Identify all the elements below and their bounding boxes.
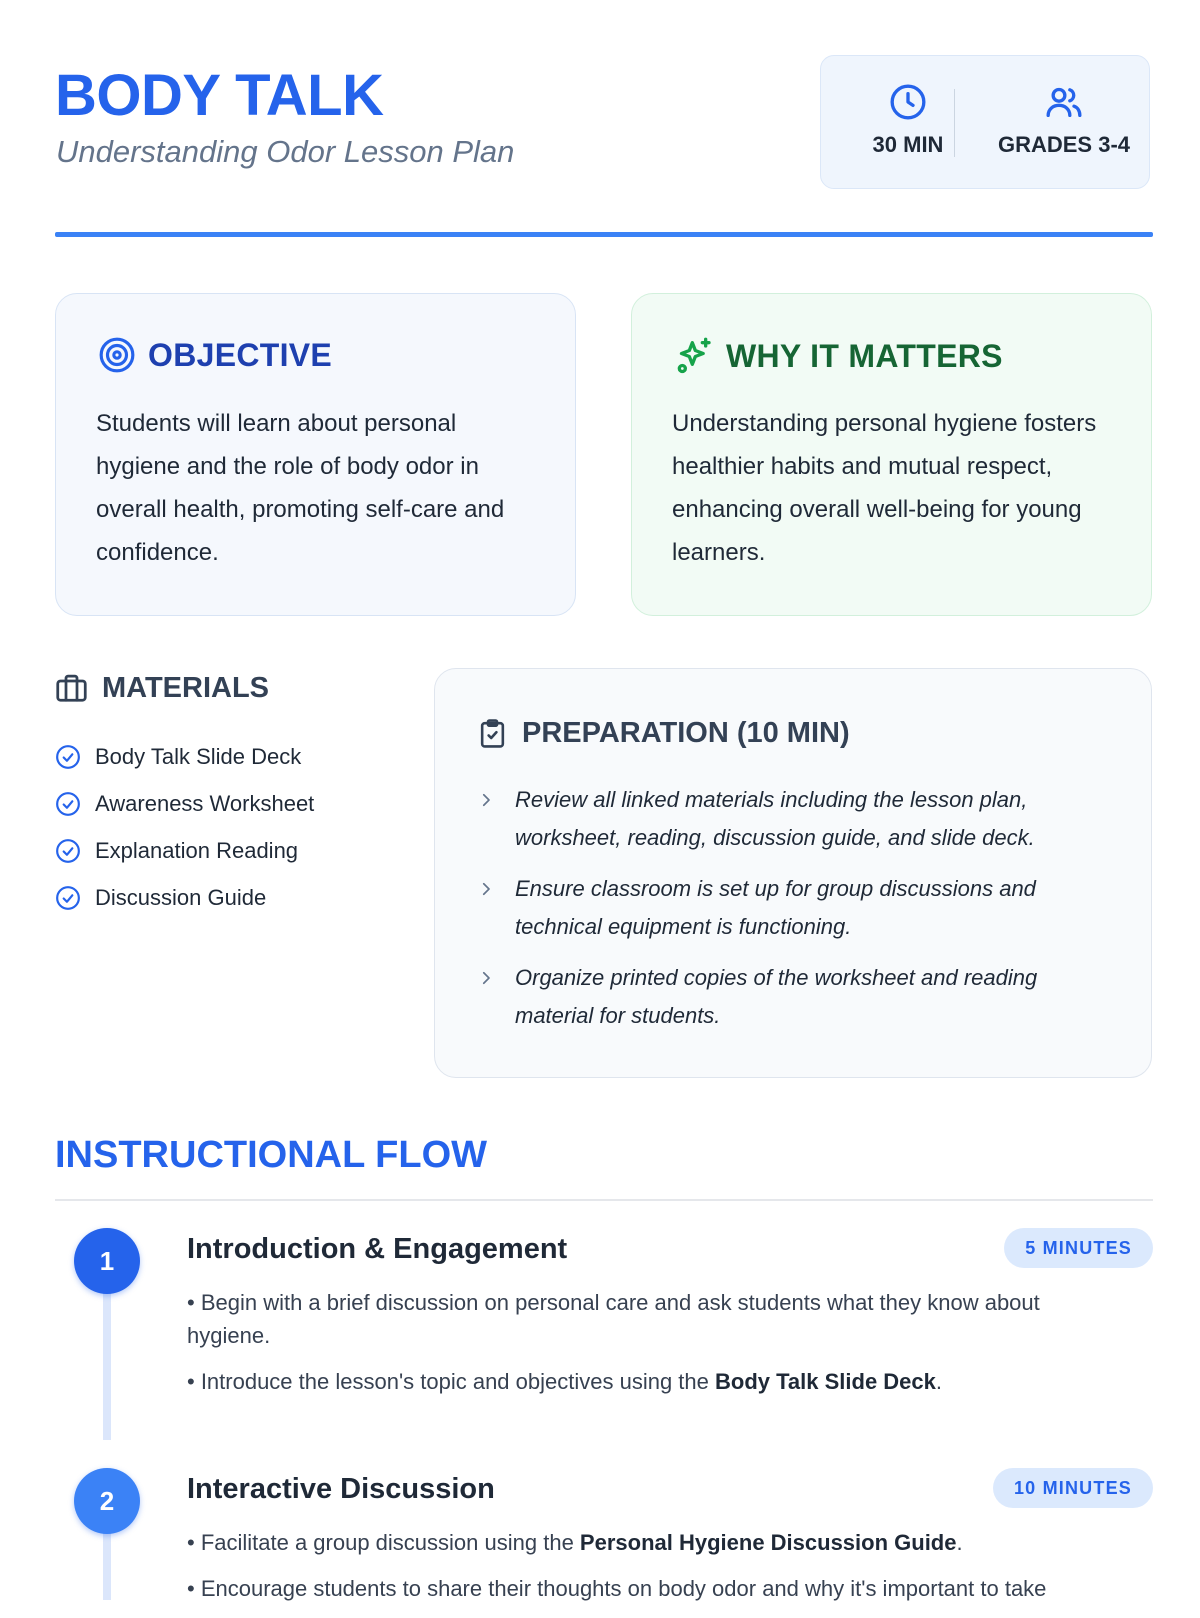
check-circle-icon — [55, 791, 81, 817]
users-icon — [1044, 82, 1084, 122]
bullet-text: • Begin with a brief discussion on personal care and ask students what they know about hygiene. — [187, 1290, 1040, 1348]
materials-section — [55, 672, 415, 921]
chevron-right-icon — [477, 791, 495, 809]
objective-card — [55, 293, 576, 616]
preparation-item — [477, 870, 1117, 946]
chevron-right-icon — [477, 969, 495, 987]
material-label: Awareness Worksheet — [95, 790, 315, 816]
material-label: Body Talk Slide Deck — [95, 743, 302, 769]
bullet-suffix: . — [935, 1369, 943, 1394]
step-title: Interactive Discussion — [187, 1473, 495, 1505]
step-bullets — [187, 1286, 1127, 1411]
bullet-emphasis: Body Talk Slide Deck — [715, 1369, 936, 1394]
step-bullet — [187, 1526, 1127, 1559]
preparation-list — [477, 781, 1117, 1048]
materials-heading: MATERIALS — [102, 672, 270, 704]
materials-list — [55, 733, 415, 921]
why-header — [674, 336, 1003, 376]
bullet-text: • Encourage students to share their thoughts on body odor and why it's important to take — [187, 1576, 1047, 1601]
step-bullet — [187, 1286, 1127, 1352]
clipboard-check-icon — [477, 718, 508, 749]
material-label: Explanation Reading — [95, 837, 299, 863]
clock-icon — [888, 82, 928, 122]
material-item — [55, 733, 415, 780]
sparkles-icon — [674, 336, 714, 376]
objective-heading: OBJECTIVE — [148, 336, 333, 373]
step-bullets — [187, 1526, 1127, 1618]
check-circle-icon — [55, 885, 81, 911]
material-item — [55, 827, 415, 874]
step-title: Introduction & Engagement — [187, 1233, 568, 1265]
grades-label: GRADES 3-4 — [997, 132, 1131, 157]
duration-meta — [833, 82, 983, 158]
preparation-card — [434, 668, 1152, 1078]
chevron-right-icon — [477, 880, 495, 898]
grades-meta — [989, 82, 1139, 158]
duration-label: 30 MIN — [872, 132, 944, 157]
target-icon — [98, 336, 136, 374]
check-circle-icon — [55, 744, 81, 770]
preparation-text: Ensure classroom is set up for group discussions and technical equipment is functioning. — [515, 876, 1036, 939]
bullet-suffix: . — [956, 1530, 963, 1555]
duration-badge: 10 MINUTES — [993, 1468, 1153, 1508]
preparation-text: Organize printed copies of the worksheet and reading material for students. — [515, 965, 1038, 1028]
preparation-item — [477, 959, 1117, 1035]
why-heading: WHY IT MATTERS — [726, 337, 1003, 374]
step-number: 1 — [74, 1228, 140, 1294]
meta-divider — [954, 89, 955, 157]
bullet-text: • Introduce the lesson's topic and objectives using the — [187, 1369, 715, 1394]
duration-badge: 5 MINUTES — [1004, 1228, 1153, 1268]
material-item — [55, 874, 415, 921]
step-number: 2 — [74, 1468, 140, 1534]
step-bullet — [187, 1572, 1127, 1605]
step-bullet — [187, 1365, 1127, 1398]
why-text: Understanding personal hygiene fosters healthier habits and mutual respect, enhancing overall well-being for young learners. — [672, 410, 1097, 566]
lesson-meta-box — [820, 55, 1150, 189]
preparation-heading: PREPARATION (10 MIN) — [522, 717, 850, 749]
objective-text: Students will learn about personal hygiene and the role of body odor in overall health, promoting self-care and confidence. — [96, 410, 505, 566]
preparation-item — [477, 781, 1117, 857]
materials-header — [55, 672, 415, 705]
preparation-header — [477, 717, 850, 750]
why-it-matters-card — [631, 293, 1152, 616]
bullet-text: • Facilitate a group discussion using the — [187, 1530, 580, 1555]
instructional-flow-heading: INSTRUCTIONAL FLOW — [55, 1134, 488, 1176]
check-circle-icon — [55, 838, 81, 864]
briefcase-icon — [55, 672, 88, 705]
preparation-text: Review all linked materials including the lesson plan, worksheet, reading, discussion guide, and slide deck. — [515, 787, 1035, 850]
objective-header — [98, 336, 332, 374]
header-divider — [55, 232, 1153, 237]
page-title: BODY TALK — [55, 63, 384, 128]
page-subtitle: Understanding Odor Lesson Plan — [56, 134, 515, 169]
material-item — [55, 780, 415, 827]
flow-divider — [55, 1199, 1153, 1201]
material-label: Discussion Guide — [95, 884, 267, 910]
bullet-emphasis: Personal Hygiene Discussion Guide — [579, 1530, 957, 1555]
